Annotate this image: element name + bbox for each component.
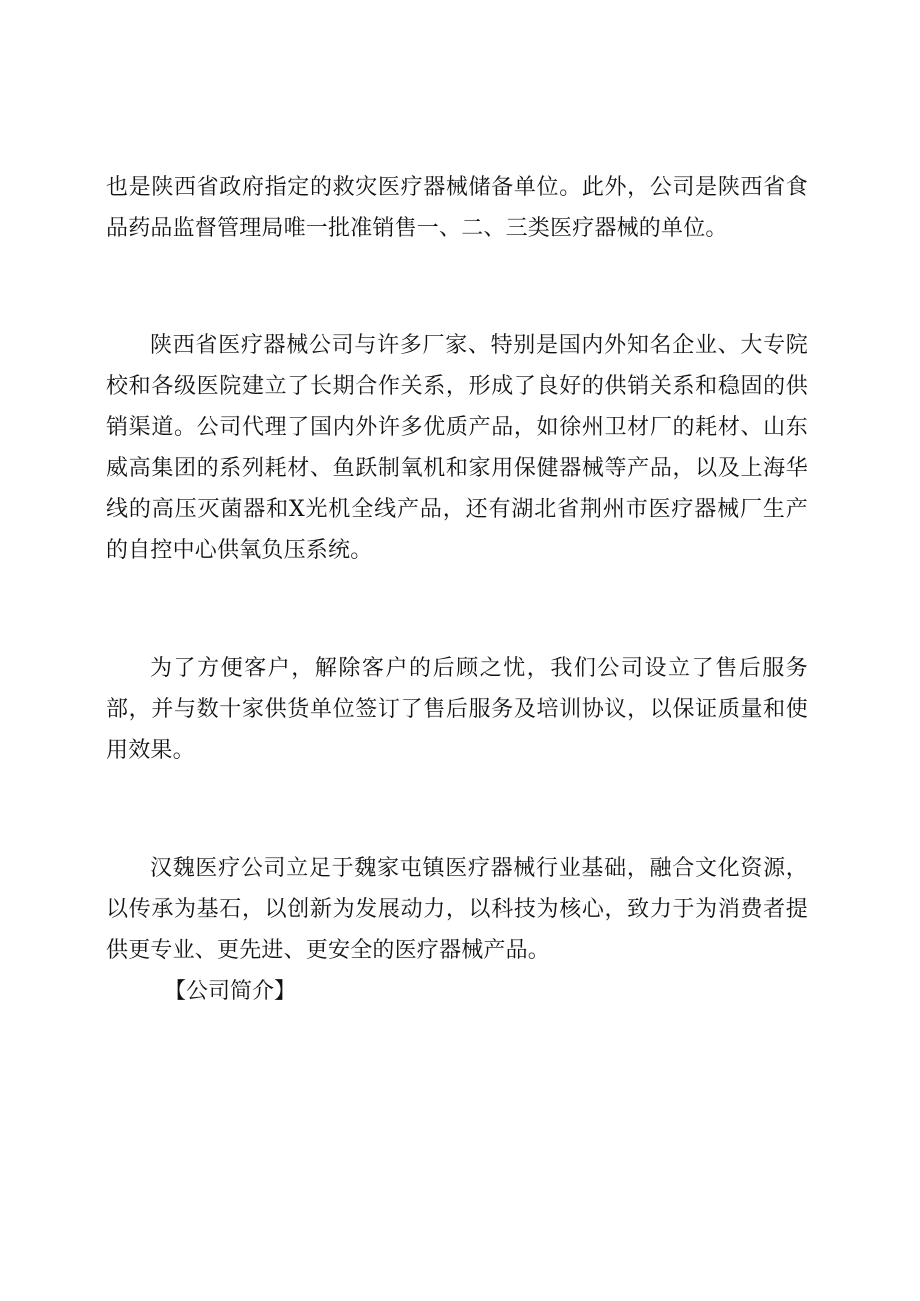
paragraph-partners: 陕西省医疗器械公司与许多厂家、特别是国内外知名企业、大专院校和各级医院建立了长期合作关系，形成了良好的供销关系和稳固的供销渠道。公司代理了国内外许多优质产品，如徐州卫材厂的耗材、山东威高集团的系列耗材、鱼跃制氧机和家用保健器械等产品，以及上海华线的高压灭菌器和X光机全线产品，还有湖北省荆州市医疗器械厂生产的自控中心供氧负压系统。: [106, 333, 808, 563]
paragraph-continuation: 也是陕西省政府指定的救灾医疗器械储备单位。此外，公司是陕西省食品药品监督管理局唯一批准销售一、二、三类医疗器械的单位。: [106, 175, 808, 241]
paragraph-after-sales: 为了方便客户，解除客户的后顾之忧，我们公司设立了售后服务部，并与数十家供货单位签订了售后服务及培训协议，以保证质量和使用效果。: [106, 656, 808, 763]
document-body: [106, 167, 808, 1012]
paragraph-hanwei: 汉魏医疗公司立足于魏家屯镇医疗器械行业基础，融合文化资源，以传承为基石，以创新为发展动力，以科技为核心，致力于为消费者提供更专业、更先进、更安全的医疗器械产品。: [106, 856, 808, 963]
section-heading: 【公司简介】: [164, 979, 297, 1004]
